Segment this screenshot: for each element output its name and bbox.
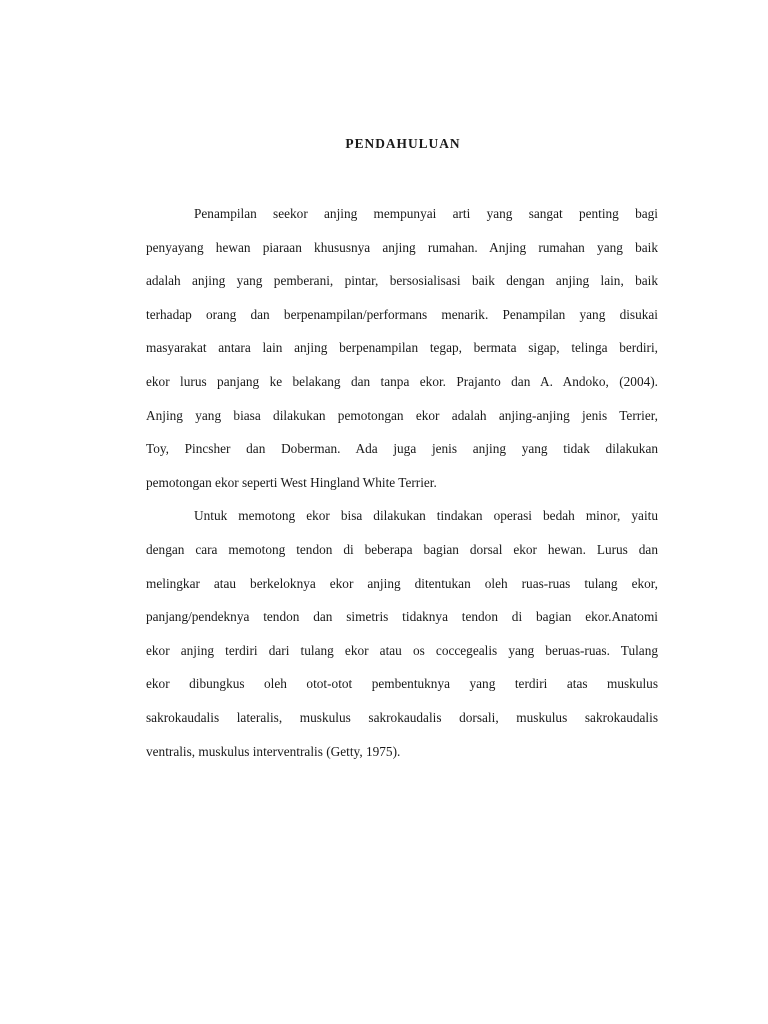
text-line: Penampilan seekor anjing mempunyai arti yang sangat penting bagi [194,206,658,221]
text-line: Toy, Pincsher dan Doberman. Ada juga jenis anjing yang tidak dilakukan [146,441,658,457]
text-line: masyarakat antara lain anjing berpenampilan tegap, bermata sigap, telinga berdiri, [146,340,658,356]
text-line: ekor lurus panjang ke belakang dan tanpa ekor. Prajanto dan A. Andoko, (2004). [146,373,658,389]
document-body [146,197,658,768]
text-line: pemotongan ekor seperti West Hingland White Terrier. [146,474,437,490]
text-line: adalah anjing yang pemberani, pintar, bersosialisasi baik dengan anjing lain, baik [146,273,658,289]
page-title: PENDAHULUAN [345,136,461,151]
paragraph-2 [146,499,658,768]
text-line: panjang/pendeknya tendon dan simetris tidaknya tendon di bagian ekor.Anatomi [146,609,658,625]
text-line: sakrokaudalis lateralis, muskulus sakrokaudalis dorsali, muskulus sakrokaudalis [146,709,658,725]
text-line: terhadap orang dan berpenampilan/performans menarik. Penampilan yang disukai [146,306,658,322]
text-line: ekor anjing terdiri dari tulang ekor atau os coccegealis yang beruas-ruas. Tulang [146,642,658,658]
text-line: Untuk memotong ekor bisa dilakukan tindakan operasi bedah minor, yaitu [194,508,658,524]
text-line: ventralis, muskulus interventralis (Getty, 1975). [146,743,401,759]
text-line: ekor dibungkus oleh otot-otot pembentuknya yang terdiri atas muskulus [146,676,658,692]
text-line: dengan cara memotong tendon di beberapa bagian dorsal ekor hewan. Lurus dan [146,541,658,557]
text-line: melingkar atau berkeloknya ekor anjing ditentukan oleh ruas-ruas tulang ekor, [146,575,658,591]
text-line: penyayang hewan piaraan khususnya anjing rumahan. Anjing rumahan yang baik [146,239,658,255]
text-line: Anjing yang biasa dilakukan pemotongan ekor adalah anjing-anjing jenis Terrier, [146,407,658,423]
paragraph-1 [146,197,658,499]
